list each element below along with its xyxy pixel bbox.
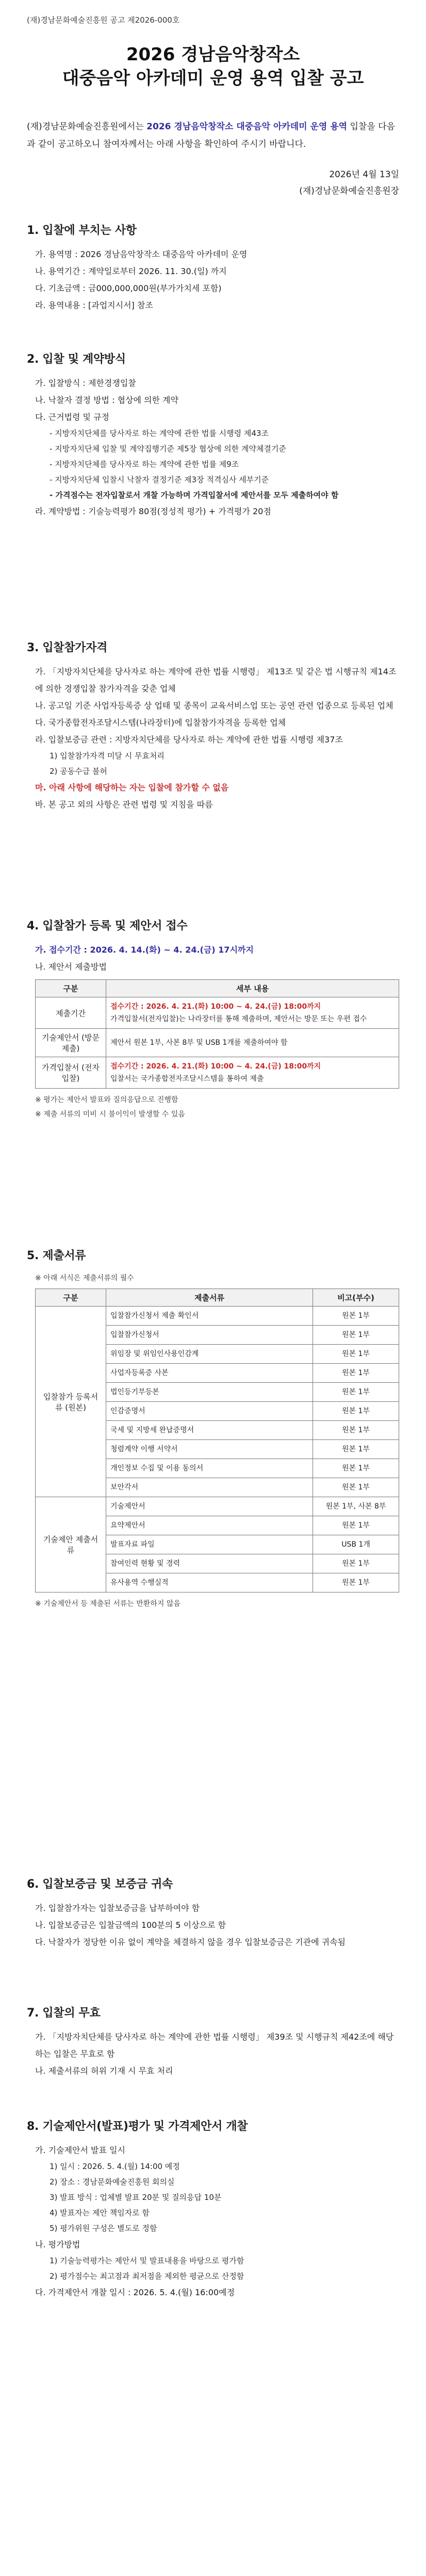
table-row [36,997,399,1029]
table-cell: 원본 1부 [313,1402,399,1421]
table-header-cell: 구분 [36,1289,106,1307]
list-item: 가. 「지방자치단체를 당사자로 하는 계약에 관한 법률 시행령」 제13조 및 같은 법 시행규칙 제14조에 의한 경쟁입찰 참가자격을 갖춘 업체 [35,667,397,693]
list-subitem: 2) 장소 : 경남문화예술진흥원 회의실 [50,2177,175,2187]
table-row [36,1029,399,1057]
note: ※ 평가는 제안서 발표와 질의응답으로 진행함 [35,1096,178,1104]
table-header-cell: 세부 내용 [106,980,399,997]
list-subitem: - 지방자치단체를 당사자로 하는 계약에 관한 법률 제9조 [50,460,239,469]
table-cell: 청렴계약 이행 서약서 [106,1440,313,1459]
list-item: 가. 접수기간 : 2026. 4. 14.(화) ~ 4. 24.(금) 17시까지 [35,945,254,955]
table-cell: 참여인력 현황 및 경력 [106,1554,313,1573]
table-cell: 법인등기부등본 [106,1383,313,1402]
table-header-row [36,980,399,997]
section-3 [27,639,399,813]
table-cell: 입찰참가신청서 제출 확인서 [106,1307,313,1326]
submission-table-wrap [27,979,399,1089]
table-cell: 원본 1부 [313,1554,399,1573]
highlight-note: - 가격점수는 전자입찰로서 개찰 가능하며 가격입찰서에 제안서를 모두 제출하여야 함 [50,490,339,500]
table-cell: 제출기간 [36,997,106,1029]
list-subitem: - 지방자치단체를 당사자로 하는 계약에 관한 법률 시행령 제43조 [50,429,269,438]
note: ※ 아래 서식은 제출서류의 필수 [35,1274,134,1282]
list-item: 다. 낙찰자가 정당한 이유 없이 계약을 체결하지 않을 경우 입찰보증금은 기관에 귀속됨 [35,1937,346,1947]
table-cell: 원본 1부 [313,1345,399,1364]
table-cell-text: 가격입찰서(전자입찰)는 나라장터를 통해 제출하며, 제안서는 방문 또는 우편 접수 [110,1015,367,1023]
section-title: 1. 입찰에 부치는 사항 [27,224,137,237]
list-subitem: 2) 공동수급 불허 [50,767,107,776]
section-6 [27,1875,399,1951]
section-title: 4. 입찰참가 등록 및 제안서 접수 [27,920,188,933]
list-subitem: - 지방자치단체 입찰시 낙찰자 결정기준 제3장 적격심사 세부기준 [50,475,269,484]
table-cell: 원본 1부 [313,1421,399,1440]
section-title: 7. 입찰의 무효 [27,2007,101,2020]
list-item: 가. 용역명 : 2026 경남음악창작소 대중음악 아카데미 운영 [35,249,248,259]
list-subitem: 5) 평가위원 구성은 별도로 정함 [50,2224,157,2233]
docs-table-wrap [27,1289,399,1592]
list-subitem: 1) 기술능력평가는 제안서 및 발표내용을 바탕으로 평가함 [50,2256,244,2265]
documents-table [35,1289,399,1592]
table-cell-highlight: 접수기간 : 2026. 4. 21.(화) 10:00 ~ 4. 24.(금) 18:00까지 [110,1062,321,1071]
table-cell: 발표자료 파일 [106,1535,313,1554]
highlight-note: 마. 아래 사항에 해당하는 자는 입찰에 참가할 수 없음 [35,783,229,792]
list-item: 가. 입찰참가자는 입찰보증금을 납부하여야 함 [35,1903,200,1913]
issue-block [27,166,399,199]
intro-post: 입찰을 다음과 같이 공고하오니 참여자께서는 아래 사항을 확인하여 주시기 바랍니다. [27,122,396,149]
group-label: 기술제안 제출서류 [36,1497,106,1592]
table-cell: 원본 1부 [313,1326,399,1345]
list-item: 다. 근거법령 및 규정 [35,412,109,422]
table-cell: 위임장 및 위임인사용인감계 [106,1345,313,1364]
table-cell: 입찰참가신청서 [106,1326,313,1345]
list-subitem: 3) 발표 방식 : 업체별 발표 20분 및 질의응답 10분 [50,2193,222,2202]
section-5 [27,1247,399,1611]
section-1 [27,222,399,314]
section-8 [27,2117,399,2301]
table-cell-highlight: 접수기간 : 2026. 4. 21.(화) 10:00 ~ 4. 24.(금) 18:00까지 [110,1003,321,1011]
list-item: 다. 가격제안서 개찰 일시 : 2026. 5. 4.(월) 16:00예정 [35,2287,235,2297]
table-cell: 가격입찰서 (전자입찰) [36,1057,106,1089]
notice-number: (재)경남문화예술진흥원 공고 제2026-000호 [27,15,180,25]
table-cell: 원본 1부 [313,1478,399,1497]
table-row [36,1307,399,1326]
table-cell: 원본 1부 [313,1573,399,1592]
list-subitem: 1) 입찰참가자격 미달 시 무효처리 [50,751,165,760]
table-cell: 제안서 원본 1부, 사본 8부 및 USB 1개를 제출하여야 함 [106,1029,399,1057]
table-cell: 기술제안서 (방문제출) [36,1029,106,1057]
table-cell: 원본 1부, 사본 8부 [313,1497,399,1516]
list-item: 나. 용역기간 : 계약일로부터 2026. 11. 30.(일) 까지 [35,266,227,276]
list-item: 나. 제안서 제출방법 [35,962,107,972]
group-label: 입찰참가 등록서류 (원본) [36,1307,106,1497]
list-item: 라. 계약방법 : 기술능력평가 80점(정성적 평가) + 가격평가 20점 [35,506,271,516]
issue-date: 2026년 4월 13일 [329,170,399,180]
table-cell: 보안각서 [106,1478,313,1497]
table-cell: 원본 1부 [313,1307,399,1326]
issuer-name: (재)경남문화예술진흥원장 [299,186,399,196]
list-item: 다. 국가종합전자조달시스템(나라장터)에 입찰참가자격을 등록한 업체 [35,718,286,727]
list-item: 나. 낙찰자 결정 방법 : 협상에 의한 계약 [35,395,178,405]
section-title: 6. 입찰보증금 및 보증금 귀속 [27,1878,173,1891]
submission-table [35,979,399,1089]
table-cell: 국세 및 지방세 완납증명서 [106,1421,313,1440]
table-row [36,1497,399,1516]
intro-pre: (재)경남문화예술진흥원에서는 [27,122,147,132]
list-item: 나. 제출서류의 허위 기재 시 무효 처리 [35,2066,173,2076]
table-header-cell: 제출서류 [106,1289,313,1307]
table-header-row [36,1289,399,1307]
table-cell: 원본 1부 [313,1440,399,1459]
table-cell: 원본 1부 [313,1383,399,1402]
section-2 [27,350,399,520]
table-cell: 기술제안서 [106,1497,313,1516]
list-item: 가. 입찰방식 : 제한경쟁입찰 [35,378,136,388]
table-cell [106,1057,399,1089]
list-subitem: 4) 발표자는 제안 책임자로 함 [50,2208,150,2217]
table-cell: 개인정보 수집 및 이용 동의서 [106,1459,313,1478]
title-line-1: 2026 경남음악창작소 [126,44,300,65]
table-cell: 원본 1부 [313,1364,399,1383]
list-item: 라. 용역내용 : [과업지시서] 참조 [35,300,153,310]
list-subitem: 1) 일시 : 2026. 5. 4.(월) 14:00 예정 [50,2162,180,2171]
note: ※ 제출 서류의 미비 시 불이익이 발생할 수 있음 [35,1110,185,1118]
table-cell: 원본 1부 [313,1516,399,1535]
title-line-2: 대중음악 아카데미 운영 용역 입찰 공고 [62,68,364,89]
section-title: 2. 입찰 및 계약방식 [27,353,126,366]
table-cell: 요약제안서 [106,1516,313,1535]
table-cell: 인감증명서 [106,1402,313,1421]
list-item: 라. 입찰보증금 관련 : 지방자치단체를 당사자로 하는 계약에 관한 법률 시행령 제37조 [35,735,343,744]
list-item: 가. 기술제안서 발표 일시 [35,2145,125,2155]
section-7 [27,2004,399,2079]
table-cell-text: 입찰서는 국가종합전자조달시스템을 통하여 제출 [110,1075,264,1083]
page-title [27,43,399,90]
table-cell: 원본 1부 [313,1459,399,1478]
section-title: 3. 입찰참가자격 [27,641,108,654]
list-item: 나. 평가방법 [35,2240,80,2249]
list-item: 바. 본 공고 외의 사항은 관련 법령 및 지침을 따름 [35,800,213,809]
section-4 [27,917,399,1122]
list-item: 다. 기초금액 : 금000,000,000원(부가가치세 포함) [35,283,222,293]
table-header-cell: 구분 [36,980,106,997]
intro-highlight: 2026 경남음악창작소 대중음악 아카데미 운영 용역 [146,122,348,132]
table-header-cell: 비고(부수) [313,1289,399,1307]
note: ※ 기술제안서 등 제출된 서류는 반환하지 않음 [35,1600,181,1608]
table-cell: 사업자등록증 사본 [106,1364,313,1383]
intro-paragraph [27,118,399,153]
section-title: 8. 기술제안서(발표)평가 및 가격제안서 개찰 [27,2120,248,2133]
table-row [36,1057,399,1089]
list-item: 나. 입찰보증금은 입찰금액의 100분의 5 이상으로 함 [35,1920,226,1930]
list-item: 나. 공고일 기준 사업자등록증 상 업태 및 종목이 교육서비스업 또는 공연 관련 업종으로 등록된 업체 [35,701,394,710]
table-cell: 유사용역 수행실적 [106,1573,313,1592]
list-subitem: - 지방자치단체 입찰 및 계약집행기준 제5장 협상에 의한 계약체결기준 [50,444,286,453]
table-cell [106,997,399,1029]
list-item: 가. 「지방자치단체를 당사자로 하는 계약에 관한 법률 시행령」 제39조 및 시행규칙 제42조에 해당하는 입찰은 무효로 함 [35,2032,394,2059]
section-title: 5. 제출서류 [27,1249,86,1262]
table-cell: USB 1개 [313,1535,399,1554]
list-subitem: 2) 평가점수는 최고점과 최저점을 제외한 평균으로 산정함 [50,2272,244,2281]
